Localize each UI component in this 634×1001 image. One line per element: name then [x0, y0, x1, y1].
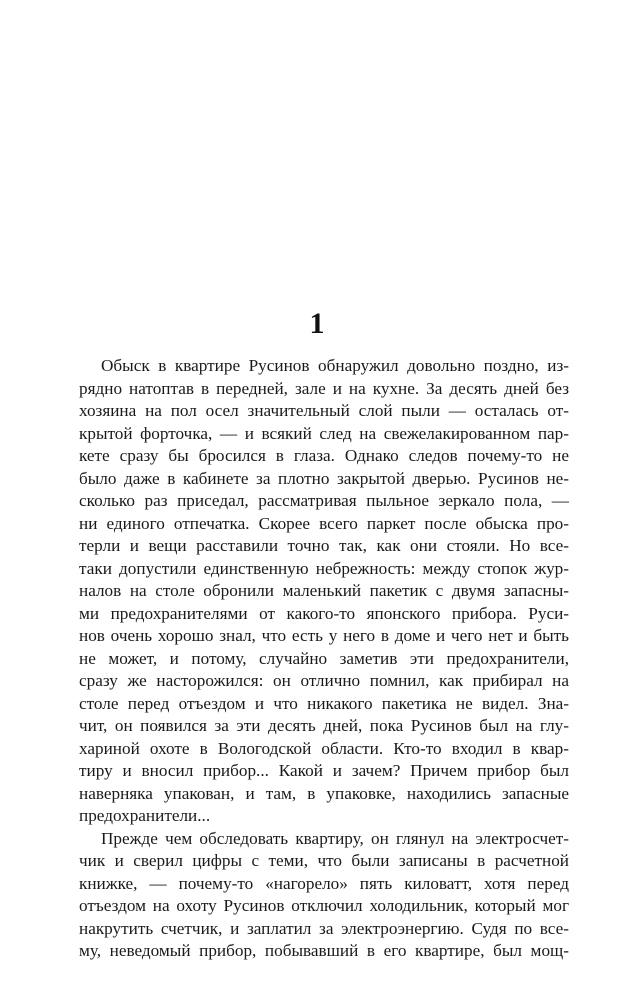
text-line: тиру и вносил прибор... Какой и зачем? Причем прибор был	[79, 761, 569, 780]
text-line: кете сразу бы бросился в глаза. Однако следов почему-то не	[79, 446, 569, 465]
text-line: ми предохранителями от какого-то японского прибора. Руси-	[79, 603, 569, 623]
text-line: Прежде чем обследовать квартиру, он глянул на электросчет-	[101, 828, 569, 848]
text-line: крытой форточка, — и всякий след на свежелакированном пар-	[79, 423, 569, 443]
paragraph	[79, 355, 569, 828]
text-line: налов на столе обронили маленький пакетик с двумя запасны-	[79, 581, 569, 600]
text-line: сколько раз приседал, рассматривая пыльное зеркало пола, —	[79, 491, 569, 510]
text-line: му, неведомый прибор, побывавший в его квартире, был мощ-	[79, 941, 569, 960]
paragraph	[79, 828, 569, 963]
text-line: чит, он появился за эти десять дней, пока Русинов был на глу-	[79, 716, 569, 735]
text-line: наверняка упакован, и там, в упаковке, находились запасные	[79, 783, 569, 803]
text-line: терли и вещи расставили точно так, как они стояли. Но все-	[79, 536, 569, 555]
text-line: сразу же насторожился: он отлично помнил, как прибирал на	[79, 671, 569, 690]
text-line: ни единого отпечатка. Скорее всего паркет после обыска про-	[79, 513, 569, 533]
text-line: книжке, — почему-то «нагорело» пять киловатт, хотя перед	[79, 873, 569, 893]
text-line: накрутить счетчик, и заплатил за электроэнергию. Судя по все-	[79, 918, 569, 938]
text-line: хозяина на пол осел значительный слой пыли — осталась от-	[79, 401, 569, 420]
text-line: рядно натоптав в передней, зале и на кухне. За десять дней без	[79, 378, 569, 398]
text-line: Обыск в квартире Русинов обнаружил довольно поздно, из-	[101, 356, 569, 375]
text-line: было даже в кабинете за плотно закрытой дверью. Русинов не-	[79, 468, 569, 488]
text-line: нов очень хорошо знал, что есть у него в доме и чего нет и быть	[79, 626, 569, 645]
text-line: чик и сверил цифры с теми, что были записаны в расчетной	[79, 851, 569, 870]
text-line: предохранители...	[79, 806, 211, 825]
text-line: хариной охоте в Вологодской области. Кто-то входил в квар-	[79, 738, 569, 758]
chapter-text	[79, 355, 569, 963]
text-line: отъездом на охоту Русинов отключил холодильник, который мог	[79, 896, 569, 915]
text-line: столе перед отъездом и что никакого пакетика не видел. Зна-	[79, 693, 569, 713]
chapter-number: 1	[309, 307, 325, 340]
text-line: не может, и потому, случайно заметив эти предохранители,	[79, 648, 569, 668]
text-line: таки допустили единственную небрежность: между стопок жур-	[79, 558, 569, 578]
